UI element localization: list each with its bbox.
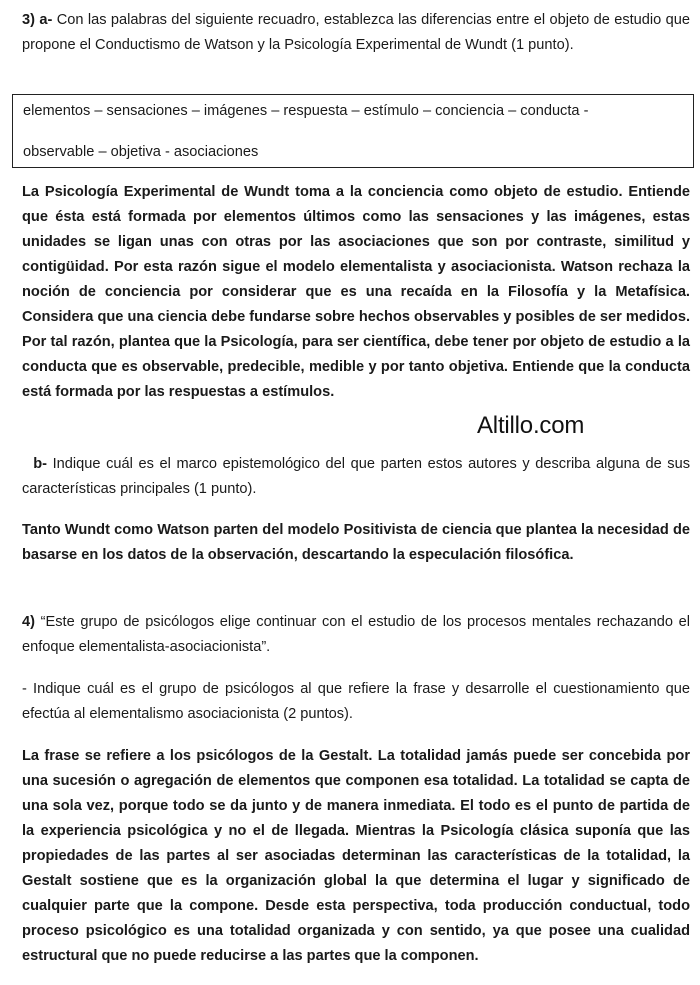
- question-3b-text: Indique cuál es el marco epistemológico del que parten estos autores y describa alguna de sus características principales (1 punto).: [22, 456, 690, 497]
- question-3b-label: b-: [33, 456, 47, 472]
- question-4: [22, 610, 690, 660]
- question-4-label: 4): [22, 614, 35, 630]
- answer-4-text: La frase se refiere a los psicólogos de la Gestalt. La totalidad jamás puede ser concebida por una sucesión o agregación de elementos que componen esa totalidad. La totalidad se capta de una sola vez, porque todo se da junto y de manera inmediata. El todo es el punto de partida de la experiencia psicológica y no el de llegada. Mientras la Psicología clásica suponía que las propiedades de las partes al ser asociadas determinan las características de la totalidad, la Gestalt sostiene que es la organización global la que determina el lugar y significado de cualquier parte que la compone. Desde esta perspectiva, toda producción conductual, todo proceso psicológico es una totalidad organizada y con sentido, ya que posee una cualidad estructural que no puede reducirse a las partes que la componen.: [22, 748, 690, 964]
- word-box: [12, 94, 694, 168]
- question-3b: [22, 452, 690, 502]
- answer-3b: [22, 518, 690, 568]
- watermark: Altillo.com: [477, 412, 585, 439]
- question-4-quote: “Este grupo de psicólogos elige continuar con el estudio de los procesos mentales rechazando el enfoque elementalista-asociacionista”.: [22, 614, 690, 655]
- question-3a-text: Con las palabras del siguiente recuadro, establezca las diferencias entre el objeto de estudio que propone el Conductismo de Watson y la Psicología Experimental de Wundt (1 punto).: [22, 12, 691, 53]
- question-3a: [22, 8, 690, 58]
- answer-4: [22, 744, 690, 969]
- answer-3a: [22, 180, 690, 405]
- word-box-line-2: observable – objetiva - asociaciones: [23, 144, 259, 160]
- word-box-line-1: elementos – sensaciones – imágenes – respuesta – estímulo – conciencia – conducta -: [23, 103, 589, 119]
- answer-3a-text: La Psicología Experimental de Wundt toma a la conciencia como objeto de estudio. Entiende que ésta está formada por elementos últimos como las sensaciones y las imágenes, estas unidades se ligan unas con otras por las asociaciones que son por contraste, similitud y contigüidad. Por esta razón sigue el modelo elementalista y asociacionista. Watson rechaza la noción de conciencia por considerar que es una recaída en la Filosofía y la Metafísica. Considera que una ciencia debe fundarse sobre hechos observables y posibles de ser medidos. Por tal razón, plantea que la Psicología, para ser científica, debe tener por objeto de estudio a la conducta que es observable, predecible, medible y por tanto objetiva. Entiende que la conducta está formada por las respuestas a estímulos.: [22, 184, 690, 400]
- answer-3b-text: Tanto Wundt como Watson parten del modelo Positivista de ciencia que plantea la necesidad de basarse en los datos de la observación, descartando la especulación filosófica.: [22, 522, 690, 563]
- question-3a-label: 3) a-: [22, 12, 53, 28]
- question-4-instruction-text: - Indique cuál es el grupo de psicólogos al que refiere la frase y desarrolle el cuestionamiento que efectúa al elementalismo asociacionista (2 puntos).: [22, 681, 690, 722]
- question-4-instruction: [22, 677, 690, 727]
